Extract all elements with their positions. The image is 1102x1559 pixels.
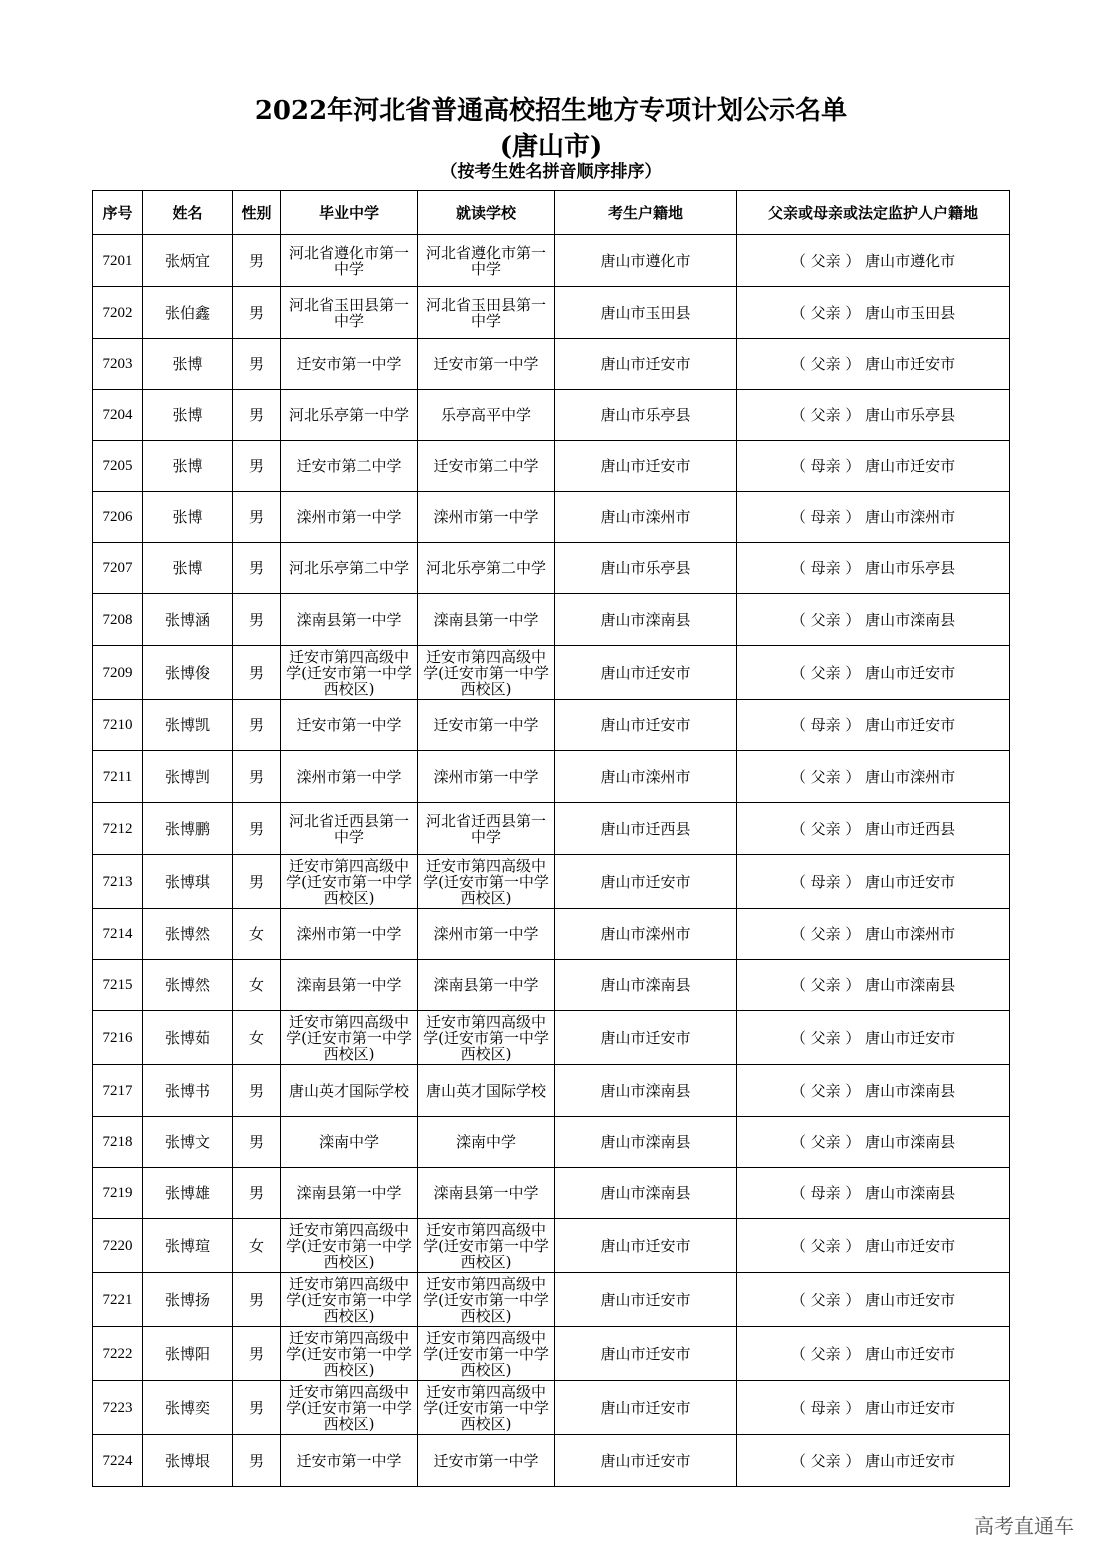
cell-serial: 7224 — [93, 1435, 143, 1487]
page-subtitle-sort-note: （按考生姓名拼音顺序排序） — [440, 162, 662, 182]
cell-guardian-registration: （ 父亲 ） 唐山市玉田县 — [737, 287, 1010, 339]
table-row — [93, 909, 1010, 960]
cell-gender: 男 — [233, 855, 281, 909]
cell-serial: 7208 — [93, 594, 143, 646]
cell-current-school: 迁安市第一中学 — [418, 339, 555, 390]
cell-household-registration: 唐山市滦州市 — [555, 492, 737, 543]
cell-current-school: 迁安市第一中学 — [418, 700, 555, 751]
cell-household-registration: 唐山市迁安市 — [555, 339, 737, 390]
cell-guardian-registration: （ 母亲 ） 唐山市迁安市 — [737, 1381, 1010, 1435]
cell-current-school: 河北省遵化市第一中学 — [418, 235, 555, 287]
cell-name: 张博奕 — [143, 1381, 233, 1435]
cell-gender: 男 — [233, 390, 281, 441]
cell-serial: 7210 — [93, 700, 143, 751]
cell-gender: 男 — [233, 1168, 281, 1219]
cell-serial: 7220 — [93, 1219, 143, 1273]
cell-name: 张博瑄 — [143, 1219, 233, 1273]
cell-name: 张博琪 — [143, 855, 233, 909]
cell-household-registration: 唐山市迁安市 — [555, 1327, 737, 1381]
cell-gender: 男 — [233, 751, 281, 803]
cell-gender: 男 — [233, 594, 281, 646]
cell-graduation-school: 滦南县第一中学 — [281, 960, 418, 1011]
table-body — [93, 235, 1010, 1487]
cell-serial: 7221 — [93, 1273, 143, 1327]
cell-guardian-registration: （ 父亲 ） 唐山市滦南县 — [737, 594, 1010, 646]
cell-gender: 男 — [233, 1327, 281, 1381]
cell-household-registration: 唐山市迁安市 — [555, 1273, 737, 1327]
cell-name: 张博 — [143, 390, 233, 441]
table-row — [93, 1117, 1010, 1168]
cell-current-school: 乐亭高平中学 — [418, 390, 555, 441]
cell-graduation-school: 迁安市第二中学 — [281, 441, 418, 492]
cell-current-school: 迁安市第四高级中学(迁安市第一中学西校区) — [418, 855, 555, 909]
cell-current-school: 迁安市第四高级中学(迁安市第一中学西校区) — [418, 646, 555, 700]
table-row — [93, 1011, 1010, 1065]
cell-serial: 7214 — [93, 909, 143, 960]
cell-serial: 7203 — [93, 339, 143, 390]
cell-household-registration: 唐山市乐亭县 — [555, 543, 737, 594]
cell-household-registration: 唐山市迁安市 — [555, 1219, 737, 1273]
cell-household-registration: 唐山市滦南县 — [555, 594, 737, 646]
cell-gender: 男 — [233, 1273, 281, 1327]
cell-name: 张伯鑫 — [143, 287, 233, 339]
cell-household-registration: 唐山市迁安市 — [555, 441, 737, 492]
cell-graduation-school: 迁安市第四高级中学(迁安市第一中学西校区) — [281, 855, 418, 909]
cell-serial: 7209 — [93, 646, 143, 700]
cell-gender: 男 — [233, 646, 281, 700]
cell-graduation-school: 迁安市第四高级中学(迁安市第一中学西校区) — [281, 1011, 418, 1065]
cell-current-school: 滦南中学 — [418, 1117, 555, 1168]
table-row — [93, 1065, 1010, 1117]
cell-guardian-registration: （ 母亲 ） 唐山市滦南县 — [737, 1168, 1010, 1219]
table-row — [93, 339, 1010, 390]
table-row — [93, 441, 1010, 492]
header-serial: 序号 — [93, 191, 143, 235]
cell-household-registration: 唐山市迁安市 — [555, 1381, 737, 1435]
cell-guardian-registration: （ 母亲 ） 唐山市迁安市 — [737, 441, 1010, 492]
cell-guardian-registration: （ 母亲 ） 唐山市迁安市 — [737, 855, 1010, 909]
cell-current-school: 迁安市第一中学 — [418, 1435, 555, 1487]
cell-serial: 7218 — [93, 1117, 143, 1168]
page-subtitle-city: (唐山市) — [499, 132, 603, 162]
cell-household-registration: 唐山市滦南县 — [555, 1117, 737, 1168]
cell-graduation-school: 滦南县第一中学 — [281, 594, 418, 646]
cell-current-school: 迁安市第四高级中学(迁安市第一中学西校区) — [418, 1327, 555, 1381]
cell-graduation-school: 河北乐亭第二中学 — [281, 543, 418, 594]
cell-name: 张博扬 — [143, 1273, 233, 1327]
cell-guardian-registration: （ 母亲 ） 唐山市迁安市 — [737, 700, 1010, 751]
cell-serial: 7215 — [93, 960, 143, 1011]
cell-graduation-school: 迁安市第四高级中学(迁安市第一中学西校区) — [281, 1219, 418, 1273]
cell-current-school: 滦南县第一中学 — [418, 1168, 555, 1219]
cell-graduation-school: 河北省遵化市第一中学 — [281, 235, 418, 287]
header-gender: 性别 — [233, 191, 281, 235]
cell-current-school: 河北省玉田县第一中学 — [418, 287, 555, 339]
cell-graduation-school: 滦州市第一中学 — [281, 751, 418, 803]
cell-gender: 男 — [233, 803, 281, 855]
cell-gender: 男 — [233, 287, 281, 339]
header-guardian-registration: 父亲或母亲或法定监护人户籍地 — [737, 191, 1010, 235]
cell-household-registration: 唐山市遵化市 — [555, 235, 737, 287]
cell-graduation-school: 迁安市第四高级中学(迁安市第一中学西校区) — [281, 1327, 418, 1381]
cell-household-registration: 唐山市迁安市 — [555, 1435, 737, 1487]
table-row — [93, 1168, 1010, 1219]
cell-current-school: 河北省迁西县第一中学 — [418, 803, 555, 855]
cell-household-registration: 唐山市迁安市 — [555, 1011, 737, 1065]
cell-guardian-registration: （ 父亲 ） 唐山市乐亭县 — [737, 390, 1010, 441]
cell-gender: 女 — [233, 960, 281, 1011]
cell-name: 张炳宜 — [143, 235, 233, 287]
cell-guardian-registration: （ 父亲 ） 唐山市迁安市 — [737, 1011, 1010, 1065]
cell-serial: 7202 — [93, 287, 143, 339]
cell-name: 张博剀 — [143, 751, 233, 803]
cell-gender: 女 — [233, 909, 281, 960]
cell-gender: 男 — [233, 1381, 281, 1435]
cell-serial: 7217 — [93, 1065, 143, 1117]
cell-guardian-registration: （ 父亲 ） 唐山市迁安市 — [737, 1219, 1010, 1273]
table-row — [93, 646, 1010, 700]
cell-graduation-school: 滦南中学 — [281, 1117, 418, 1168]
cell-household-registration: 唐山市乐亭县 — [555, 390, 737, 441]
cell-name: 张博文 — [143, 1117, 233, 1168]
table-row — [93, 1435, 1010, 1487]
cell-name: 张博 — [143, 339, 233, 390]
page-title: 2022年河北省普通高校招生地方专项计划公示名单 — [254, 96, 848, 126]
cell-household-registration: 唐山市滦南县 — [555, 1168, 737, 1219]
cell-guardian-registration: （ 父亲 ） 唐山市遵化市 — [737, 235, 1010, 287]
cell-current-school: 滦州市第一中学 — [418, 492, 555, 543]
cell-current-school: 唐山英才国际学校 — [418, 1065, 555, 1117]
cell-serial: 7222 — [93, 1327, 143, 1381]
cell-graduation-school: 河北省迁西县第一中学 — [281, 803, 418, 855]
cell-graduation-school: 迁安市第一中学 — [281, 700, 418, 751]
table-row — [93, 594, 1010, 646]
cell-household-registration: 唐山市迁安市 — [555, 855, 737, 909]
cell-graduation-school: 迁安市第四高级中学(迁安市第一中学西校区) — [281, 646, 418, 700]
cell-name: 张博茹 — [143, 1011, 233, 1065]
table-header-row — [93, 191, 1010, 235]
cell-name: 张博书 — [143, 1065, 233, 1117]
table-row — [93, 1327, 1010, 1381]
cell-graduation-school: 滦州市第一中学 — [281, 909, 418, 960]
cell-guardian-registration: （ 父亲 ） 唐山市迁西县 — [737, 803, 1010, 855]
table-row — [93, 235, 1010, 287]
cell-graduation-school: 迁安市第四高级中学(迁安市第一中学西校区) — [281, 1381, 418, 1435]
cell-gender: 男 — [233, 1117, 281, 1168]
cell-current-school: 迁安市第二中学 — [418, 441, 555, 492]
cell-gender: 男 — [233, 492, 281, 543]
cell-name: 张博涵 — [143, 594, 233, 646]
table-row — [93, 390, 1010, 441]
cell-household-registration: 唐山市滦南县 — [555, 960, 737, 1011]
cell-gender: 男 — [233, 700, 281, 751]
cell-serial: 7212 — [93, 803, 143, 855]
table-row — [93, 855, 1010, 909]
cell-guardian-registration: （ 父亲 ） 唐山市迁安市 — [737, 339, 1010, 390]
cell-current-school: 滦州市第一中学 — [418, 909, 555, 960]
cell-serial: 7204 — [93, 390, 143, 441]
roster-table — [92, 190, 1010, 1487]
cell-household-registration: 唐山市迁西县 — [555, 803, 737, 855]
cell-guardian-registration: （ 父亲 ） 唐山市滦南县 — [737, 960, 1010, 1011]
table-row — [93, 751, 1010, 803]
cell-graduation-school: 河北省玉田县第一中学 — [281, 287, 418, 339]
table-row — [93, 287, 1010, 339]
cell-current-school: 迁安市第四高级中学(迁安市第一中学西校区) — [418, 1381, 555, 1435]
cell-name: 张博阳 — [143, 1327, 233, 1381]
cell-serial: 7206 — [93, 492, 143, 543]
cell-gender: 女 — [233, 1011, 281, 1065]
cell-gender: 男 — [233, 1065, 281, 1117]
table-row — [93, 1219, 1010, 1273]
watermark: 高考直通车 — [974, 1514, 1074, 1538]
cell-name: 张博垠 — [143, 1435, 233, 1487]
cell-graduation-school: 唐山英才国际学校 — [281, 1065, 418, 1117]
cell-household-registration: 唐山市玉田县 — [555, 287, 737, 339]
cell-guardian-registration: （ 父亲 ） 唐山市滦州市 — [737, 909, 1010, 960]
cell-serial: 7201 — [93, 235, 143, 287]
cell-household-registration: 唐山市迁安市 — [555, 700, 737, 751]
cell-name: 张博 — [143, 441, 233, 492]
cell-serial: 7211 — [93, 751, 143, 803]
header-name: 姓名 — [143, 191, 233, 235]
table-row — [93, 803, 1010, 855]
cell-guardian-registration: （ 父亲 ） 唐山市滦南县 — [737, 1117, 1010, 1168]
cell-current-school: 滦州市第一中学 — [418, 751, 555, 803]
cell-household-registration: 唐山市滦州市 — [555, 751, 737, 803]
cell-guardian-registration: （ 父亲 ） 唐山市迁安市 — [737, 1273, 1010, 1327]
table-row — [93, 700, 1010, 751]
cell-gender: 男 — [233, 339, 281, 390]
cell-name: 张博然 — [143, 909, 233, 960]
cell-household-registration: 唐山市滦州市 — [555, 909, 737, 960]
cell-current-school: 滦南县第一中学 — [418, 960, 555, 1011]
cell-guardian-registration: （ 母亲 ） 唐山市滦州市 — [737, 492, 1010, 543]
cell-name: 张博 — [143, 492, 233, 543]
cell-graduation-school: 河北乐亭第一中学 — [281, 390, 418, 441]
cell-serial: 7223 — [93, 1381, 143, 1435]
table-row — [93, 1381, 1010, 1435]
cell-guardian-registration: （ 父亲 ） 唐山市迁安市 — [737, 1327, 1010, 1381]
header-graduation-school: 毕业中学 — [281, 191, 418, 235]
cell-current-school: 迁安市第四高级中学(迁安市第一中学西校区) — [418, 1011, 555, 1065]
cell-graduation-school: 迁安市第一中学 — [281, 1435, 418, 1487]
header-household-registration: 考生户籍地 — [555, 191, 737, 235]
table-row — [93, 1273, 1010, 1327]
cell-current-school: 河北乐亭第二中学 — [418, 543, 555, 594]
cell-gender: 男 — [233, 441, 281, 492]
cell-graduation-school: 滦南县第一中学 — [281, 1168, 418, 1219]
cell-current-school: 滦南县第一中学 — [418, 594, 555, 646]
cell-name: 张博 — [143, 543, 233, 594]
cell-current-school: 迁安市第四高级中学(迁安市第一中学西校区) — [418, 1273, 555, 1327]
cell-household-registration: 唐山市迁安市 — [555, 646, 737, 700]
cell-gender: 男 — [233, 543, 281, 594]
table-row — [93, 960, 1010, 1011]
table-row — [93, 543, 1010, 594]
cell-guardian-registration: （ 父亲 ） 唐山市迁安市 — [737, 1435, 1010, 1487]
cell-graduation-school: 滦州市第一中学 — [281, 492, 418, 543]
cell-graduation-school: 迁安市第一中学 — [281, 339, 418, 390]
cell-guardian-registration: （ 父亲 ） 唐山市滦南县 — [737, 1065, 1010, 1117]
cell-serial: 7205 — [93, 441, 143, 492]
cell-name: 张博雄 — [143, 1168, 233, 1219]
cell-name: 张博然 — [143, 960, 233, 1011]
cell-graduation-school: 迁安市第四高级中学(迁安市第一中学西校区) — [281, 1273, 418, 1327]
cell-serial: 7213 — [93, 855, 143, 909]
cell-guardian-registration: （ 父亲 ） 唐山市滦州市 — [737, 751, 1010, 803]
cell-serial: 7207 — [93, 543, 143, 594]
cell-gender: 男 — [233, 1435, 281, 1487]
cell-name: 张博凯 — [143, 700, 233, 751]
cell-serial: 7216 — [93, 1011, 143, 1065]
cell-name: 张博俊 — [143, 646, 233, 700]
cell-gender: 女 — [233, 1219, 281, 1273]
cell-guardian-registration: （ 母亲 ） 唐山市乐亭县 — [737, 543, 1010, 594]
cell-serial: 7219 — [93, 1168, 143, 1219]
table-row — [93, 492, 1010, 543]
cell-household-registration: 唐山市滦南县 — [555, 1065, 737, 1117]
header-current-school: 就读学校 — [418, 191, 555, 235]
cell-name: 张博鹏 — [143, 803, 233, 855]
cell-gender: 男 — [233, 235, 281, 287]
cell-current-school: 迁安市第四高级中学(迁安市第一中学西校区) — [418, 1219, 555, 1273]
cell-guardian-registration: （ 父亲 ） 唐山市迁安市 — [737, 646, 1010, 700]
